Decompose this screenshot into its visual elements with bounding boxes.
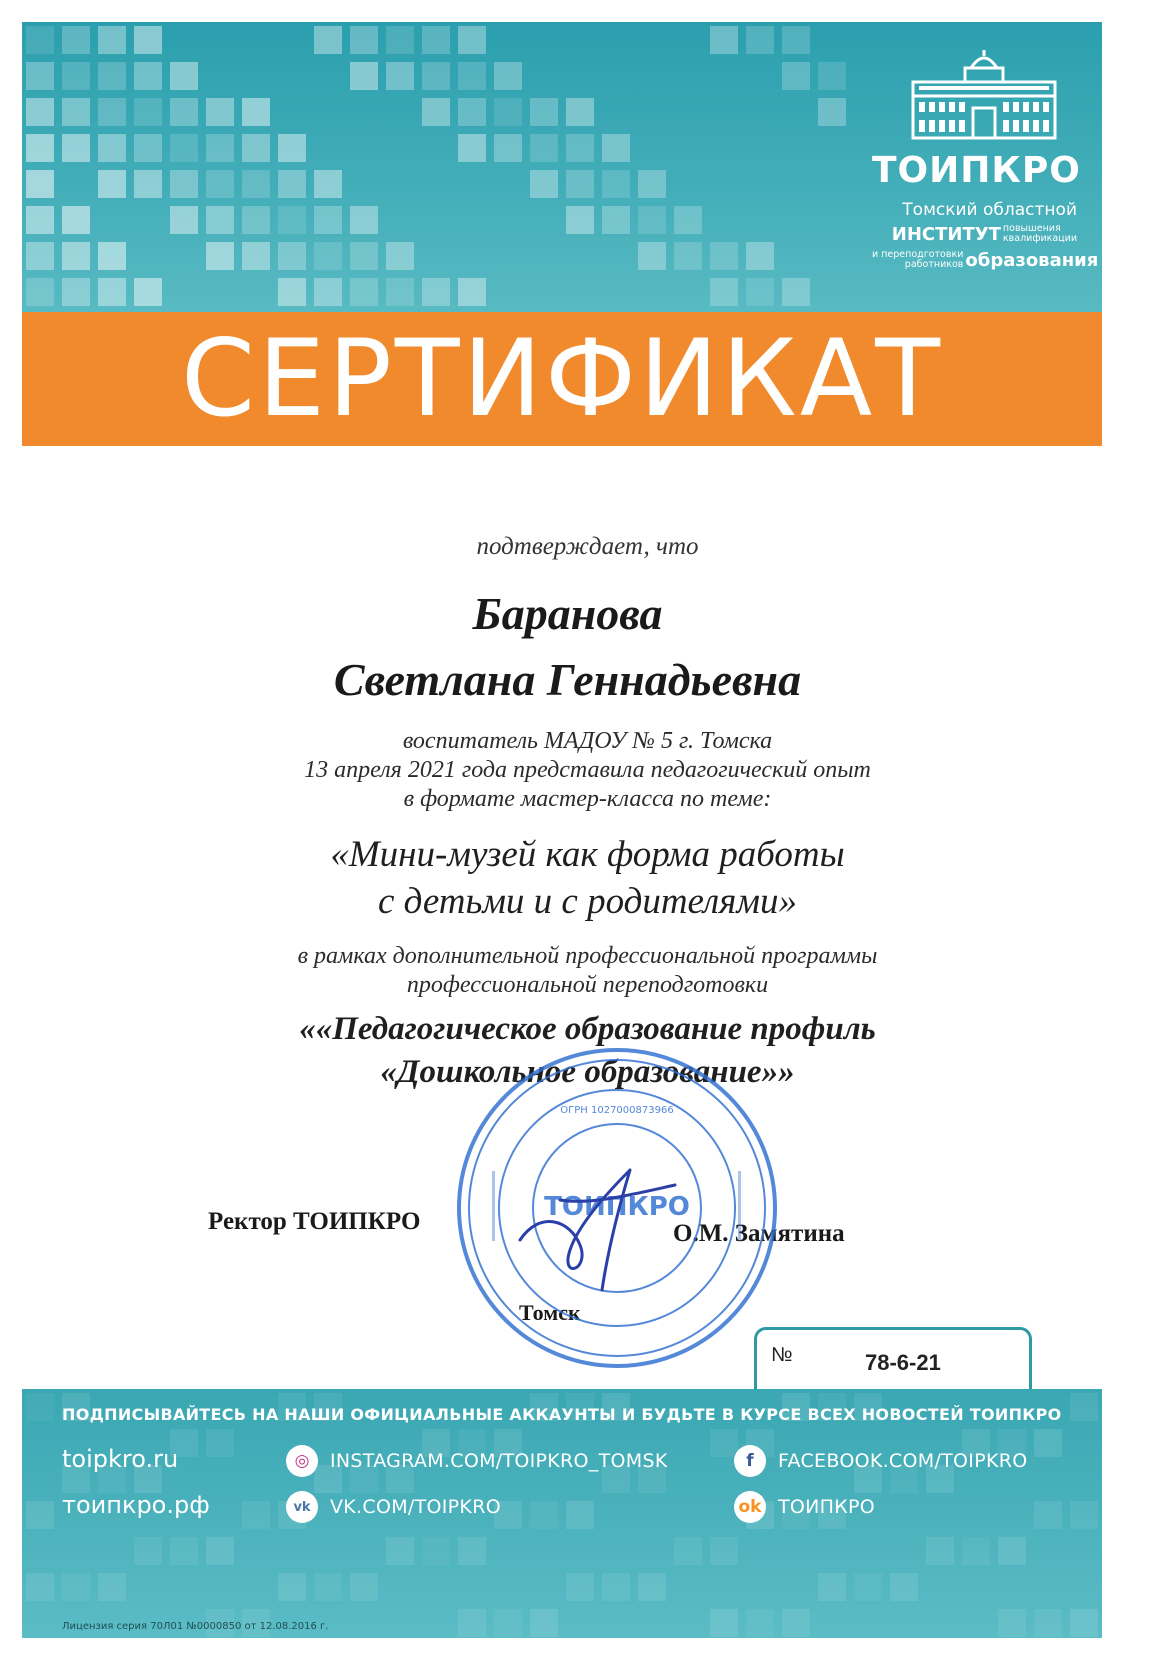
mosaic-tile <box>530 1501 558 1529</box>
event-line1: 13 апреля 2021 года представила педагогический опыт <box>304 757 871 783</box>
mosaic-tile <box>98 62 126 90</box>
logo-institute: ИНСТИТУТ <box>891 224 1001 245</box>
program-name-line1: ««Педагогическое образование профиль <box>299 1011 876 1047</box>
rector-title: Ректор ТОИПКРО <box>208 1208 421 1235</box>
logo-small-c: и переподготовки <box>872 249 964 260</box>
mosaic-tile <box>602 134 630 162</box>
vk-label: VK.COM/TOIPKRO <box>330 1496 501 1518</box>
mosaic-tile <box>458 98 486 126</box>
mosaic-tile <box>26 278 54 306</box>
mosaic-tile <box>26 134 54 162</box>
mosaic-tile <box>170 134 198 162</box>
footer-heading: ПОДПИСЫВАЙТЕСЬ НА НАШИ ОФИЦИАЛЬНЫЕ АККАУНТЫ И БУДЬТЕ В КУРСЕ ВСЕХ НОВОСТЕЙ ТОИПКРО <box>62 1405 1062 1424</box>
mosaic-tile <box>854 1573 882 1601</box>
mosaic-tile <box>746 1609 774 1637</box>
vk-link[interactable] <box>286 1491 501 1523</box>
logo-line1: Томский областной <box>902 200 1077 220</box>
facebook-link[interactable] <box>734 1445 1027 1477</box>
mosaic-tile <box>314 278 342 306</box>
mosaic-tile <box>134 170 162 198</box>
mosaic-tile <box>638 1573 666 1601</box>
mosaic-tile <box>350 242 378 270</box>
mosaic-tile <box>422 278 450 306</box>
mosaic-tile <box>62 134 90 162</box>
odnoklassniki-icon: ok <box>734 1491 766 1523</box>
mosaic-tile <box>170 62 198 90</box>
mosaic-tile <box>710 26 738 54</box>
topic-line2: с детьми и с родителями» <box>377 881 797 922</box>
mosaic-tile <box>566 170 594 198</box>
mosaic-tile <box>386 26 414 54</box>
mosaic-tile <box>242 134 270 162</box>
mosaic-tile <box>98 242 126 270</box>
logo-small-a: повышения <box>1002 223 1061 234</box>
mosaic-tile <box>62 1573 90 1601</box>
site-link-ru[interactable]: toipkro.ru <box>62 1445 179 1473</box>
recipient-surname: Баранова <box>472 588 663 639</box>
mosaic-tile <box>134 134 162 162</box>
mosaic-tile <box>710 1609 738 1637</box>
mosaic-tile <box>602 170 630 198</box>
mosaic-tile <box>818 98 846 126</box>
mosaic-tile <box>242 170 270 198</box>
mosaic-tile <box>422 62 450 90</box>
mosaic-tile <box>818 62 846 90</box>
logo-line2-small <box>1003 224 1077 244</box>
mosaic-tile <box>386 1537 414 1565</box>
mosaic-tile <box>62 242 90 270</box>
mosaic-tile <box>458 134 486 162</box>
odnoklassniki-link[interactable] <box>734 1491 875 1523</box>
mosaic-tile <box>278 242 306 270</box>
mosaic-tile <box>746 242 774 270</box>
mosaic-tile <box>98 1573 126 1601</box>
mosaic-tile <box>458 1609 486 1637</box>
mosaic-tile <box>494 134 522 162</box>
mosaic-tile <box>206 206 234 234</box>
mosaic-tile <box>314 1573 342 1601</box>
mosaic-tile <box>134 26 162 54</box>
mosaic-tile <box>1034 1429 1062 1457</box>
mosaic-tile <box>278 1573 306 1601</box>
mosaic-tile <box>494 98 522 126</box>
mosaic-tile <box>890 1573 918 1601</box>
mosaic-tile <box>206 134 234 162</box>
mosaic-tile <box>638 170 666 198</box>
logo-line3 <box>872 249 1099 271</box>
program-name-line2: «Дошкольное образование»» <box>380 1054 795 1090</box>
mosaic-tile <box>26 170 54 198</box>
mosaic-tile <box>26 242 54 270</box>
mosaic-tile <box>422 98 450 126</box>
mosaic-tile <box>530 134 558 162</box>
mosaic-tile <box>206 98 234 126</box>
mosaic-tile <box>350 26 378 54</box>
mosaic-tile <box>170 98 198 126</box>
mosaic-tile <box>206 1537 234 1565</box>
mosaic-tile <box>602 206 630 234</box>
certificate-title: СЕРТИФИКАТ <box>180 317 943 440</box>
mosaic-tile <box>62 98 90 126</box>
instagram-link[interactable] <box>286 1445 668 1477</box>
mosaic-tile <box>350 278 378 306</box>
mosaic-tile <box>998 1609 1026 1637</box>
logo-education: образования <box>965 250 1099 271</box>
logo-line3-small <box>872 250 963 270</box>
facebook-icon: f <box>734 1445 766 1477</box>
mosaic-tile <box>422 1537 450 1565</box>
mosaic-tile <box>674 206 702 234</box>
mosaic-tile <box>386 62 414 90</box>
mosaic-tile <box>350 62 378 90</box>
mosaic-tile <box>710 278 738 306</box>
mosaic-tile <box>566 1501 594 1529</box>
facebook-label: FACEBOOK.COM/TOIPKRO <box>778 1450 1028 1472</box>
odnoklassniki-label: ТОИПКРО <box>778 1496 876 1518</box>
mosaic-tile <box>26 1501 54 1529</box>
mosaic-tile <box>566 206 594 234</box>
mosaic-tile <box>458 26 486 54</box>
title-band <box>22 312 1102 446</box>
recipient-position: воспитатель МАДОУ № 5 г. Томска <box>402 728 773 754</box>
recipient-given-names: Светлана Геннадьевна <box>333 654 802 705</box>
mosaic-tile <box>242 206 270 234</box>
mosaic-tile <box>1070 1393 1098 1421</box>
mosaic-tile <box>26 1393 54 1421</box>
mosaic-tile <box>422 26 450 54</box>
mosaic-tile <box>350 1573 378 1601</box>
mosaic-tile <box>1070 1609 1098 1637</box>
mosaic-tile <box>782 1609 810 1637</box>
mosaic-tile <box>314 206 342 234</box>
mosaic-tile <box>530 170 558 198</box>
program-line1: в рамках дополнительной профессиональной программы <box>297 943 878 969</box>
mosaic-tile <box>134 278 162 306</box>
mosaic-tile <box>242 242 270 270</box>
mosaic-tile <box>98 170 126 198</box>
mosaic-tile <box>962 1537 990 1565</box>
mosaic-tile <box>710 1537 738 1565</box>
mosaic-tile <box>566 98 594 126</box>
event-line2: в формате мастер-класса по теме: <box>403 786 772 812</box>
mosaic-tile <box>206 1429 234 1457</box>
mosaic-tile <box>98 134 126 162</box>
footer <box>22 1389 1102 1638</box>
mosaic-tile <box>26 26 54 54</box>
certificate-number-box <box>754 1327 1032 1389</box>
logo-line2 <box>872 224 1077 245</box>
mosaic-tile <box>26 1573 54 1601</box>
instagram-label: INSTAGRAM.COM/TOIPKRO_TOMSK <box>330 1450 668 1472</box>
building-icon <box>909 50 1059 142</box>
mosaic-tile <box>278 170 306 198</box>
handwritten-signature <box>500 1150 700 1300</box>
mosaic-tile <box>530 98 558 126</box>
mosaic-tile <box>62 278 90 306</box>
mosaic-tile <box>242 1501 270 1529</box>
vk-icon: vk <box>286 1491 318 1523</box>
mosaic-tile <box>26 98 54 126</box>
mosaic-tile <box>782 278 810 306</box>
mosaic-tile <box>170 206 198 234</box>
mosaic-tile <box>638 242 666 270</box>
mosaic-tile <box>386 278 414 306</box>
mosaic-tile <box>134 98 162 126</box>
mosaic-tile <box>746 26 774 54</box>
mosaic-tile <box>314 26 342 54</box>
mosaic-tile <box>278 134 306 162</box>
mosaic-tile <box>98 26 126 54</box>
mosaic-tile <box>638 206 666 234</box>
mosaic-tile <box>458 1537 486 1565</box>
mosaic-tile <box>206 170 234 198</box>
mosaic-tile <box>206 242 234 270</box>
mosaic-tile <box>62 62 90 90</box>
mosaic-tile <box>998 1537 1026 1565</box>
topic-line1: «Мини-музей как форма работы <box>330 834 845 875</box>
mosaic-tile <box>746 278 774 306</box>
mosaic-tile <box>458 278 486 306</box>
mosaic-tile <box>98 98 126 126</box>
instagram-icon: ◎ <box>286 1445 318 1477</box>
mosaic-tile <box>926 1537 954 1565</box>
number-value: 78-6-21 <box>865 1350 941 1375</box>
mosaic-tile <box>386 242 414 270</box>
site-link-rf[interactable]: тоипкро.рф <box>62 1491 210 1519</box>
confirms-text: подтверждает, что <box>476 533 699 560</box>
stamp-center-text: ТОИПКРО <box>544 1192 690 1222</box>
mosaic-tile <box>1070 1501 1098 1529</box>
mosaic-tile <box>170 170 198 198</box>
mosaic-tile <box>458 62 486 90</box>
license-text: Лицензия серия 70Л01 №0000850 от 12.08.2016 г. <box>62 1621 329 1632</box>
mosaic-tile <box>242 98 270 126</box>
mosaic-tile <box>674 242 702 270</box>
mosaic-tile <box>818 1573 846 1601</box>
mosaic-tile <box>278 278 306 306</box>
program-line2: профессиональной переподготовки <box>406 972 769 998</box>
mosaic-tile <box>1034 1501 1062 1529</box>
mosaic-tile <box>710 242 738 270</box>
number-label: № <box>771 1344 793 1366</box>
mosaic-tile <box>494 62 522 90</box>
mosaic-tile <box>350 206 378 234</box>
mosaic-tile <box>674 1537 702 1565</box>
mosaic-tile <box>1034 1609 1062 1637</box>
logo-name: ТОИПКРО <box>872 150 1081 191</box>
mosaic-tile <box>494 1609 522 1637</box>
mosaic-tile <box>602 1573 630 1601</box>
mosaic-tile <box>26 62 54 90</box>
stamp-ogrn: ОГРН 1027000873966 <box>560 1105 674 1116</box>
mosaic-tile <box>278 206 306 234</box>
mosaic-tile <box>782 62 810 90</box>
logo-small-b: квалификации <box>1002 233 1077 244</box>
mosaic-tile <box>314 242 342 270</box>
mosaic-tile <box>314 170 342 198</box>
mosaic-tile <box>170 1537 198 1565</box>
signer-name: О.М. Замятина <box>673 1220 845 1247</box>
mosaic-tile <box>782 26 810 54</box>
mosaic-tile <box>26 206 54 234</box>
logo-small-d: работников <box>904 259 964 270</box>
mosaic-tile <box>566 1573 594 1601</box>
mosaic-tile <box>62 26 90 54</box>
mosaic-tile <box>98 278 126 306</box>
mosaic-tile <box>62 206 90 234</box>
mosaic-tile <box>530 1609 558 1637</box>
city: Томск <box>519 1300 581 1325</box>
mosaic-tile <box>566 134 594 162</box>
mosaic-tile <box>134 1537 162 1565</box>
toipkro-logo <box>872 50 1099 290</box>
mosaic-tile <box>134 62 162 90</box>
